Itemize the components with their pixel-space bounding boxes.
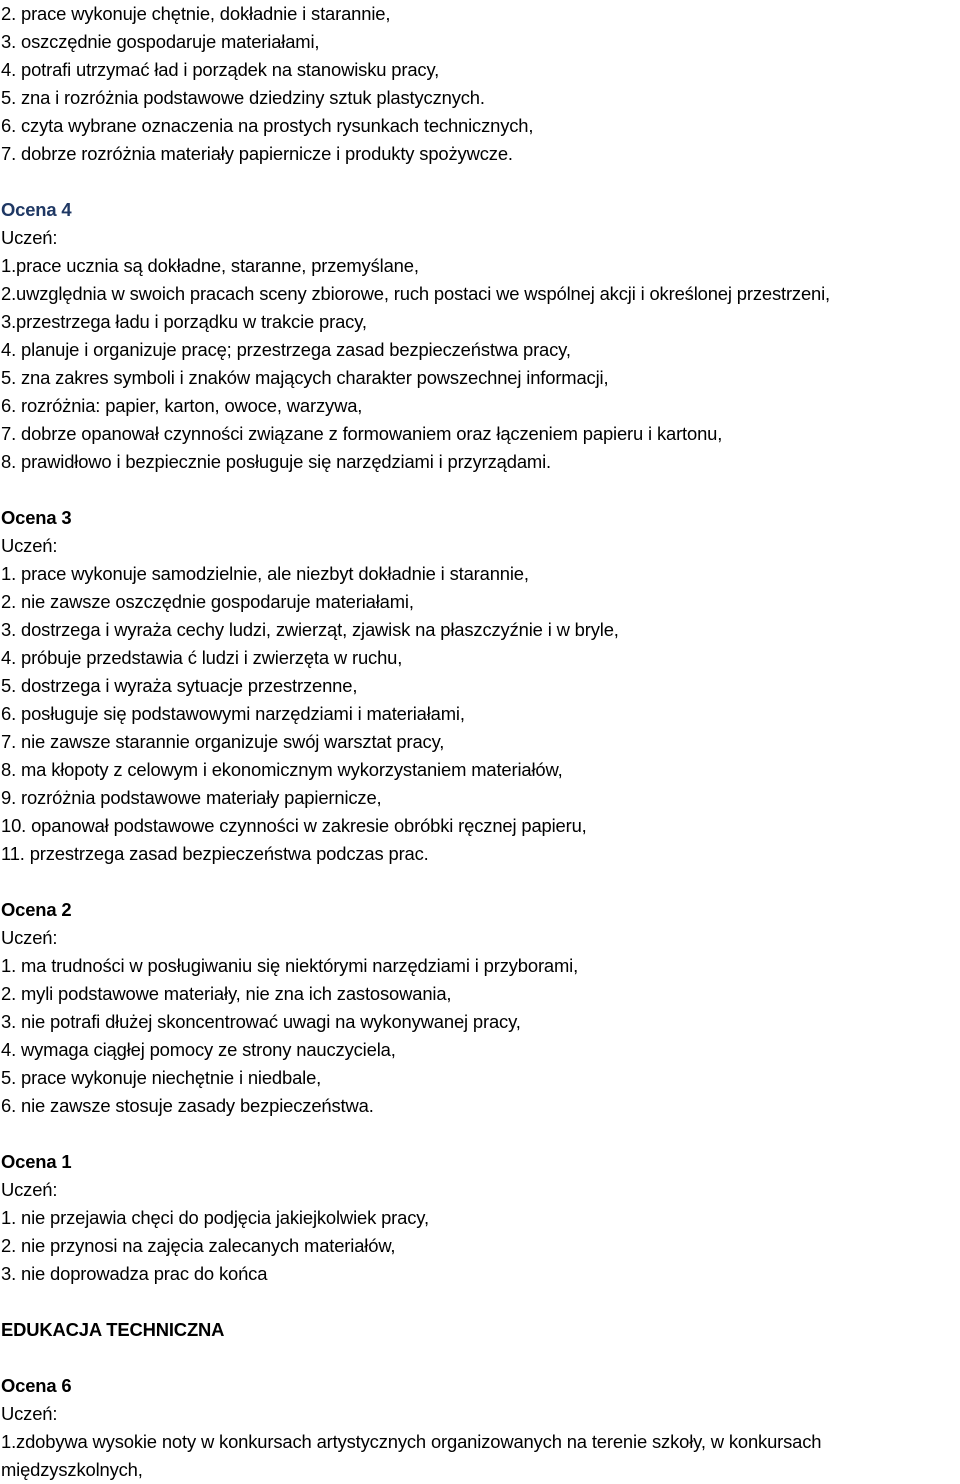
list-item: 6. nie zawsze stosuje zasady bezpieczeństwa.: [1, 1095, 374, 1116]
list-item: 1. prace wykonuje samodzielnie, ale niezbyt dokładnie i starannie,: [1, 563, 529, 584]
list-item: 8. prawidłowo i bezpiecznie posługuje się narzędziami i przyrządami.: [1, 451, 551, 472]
section-label: Uczeń:: [1, 1179, 58, 1200]
list-item: 5. dostrzega i wyraża sytuacje przestrzenne,: [1, 675, 358, 696]
list-item: 3. nie doprowadza prac do końca: [1, 1263, 268, 1284]
list-item: 6. posługuje się podstawowymi narzędziami i materiałami,: [1, 703, 465, 724]
list-item: 1. nie przejawia chęci do podjęcia jakiejkolwiek pracy,: [1, 1207, 429, 1228]
list-item: 9. rozróżnia podstawowe materiały papiernicze,: [1, 787, 382, 808]
section-label: Uczeń:: [1, 1403, 58, 1424]
list-item-continuation: międzyszkolnych,: [1, 1459, 143, 1480]
top-list: [1, 0, 960, 168]
section-ocena-6: [1, 1372, 960, 1484]
list-item: 5. zna zakres symboli i znaków mających charakter powszechnej informacji,: [1, 367, 609, 388]
section-ocena-2: [1, 896, 960, 1120]
list-item: 4. wymaga ciągłej pomocy ze strony nauczyciela,: [1, 1039, 396, 1060]
list-item: 1. ma trudności w posługiwaniu się niektórymi narzędziami i przyborami,: [1, 955, 579, 976]
list-item: 7. dobrze rozróżnia materiały papiernicze i produkty spożywcze.: [1, 143, 513, 164]
list-item: 2.uwzględnia w swoich pracach sceny zbiorowe, ruch postaci we wspólnej akcji i określonej przestrzeni,: [1, 283, 831, 304]
section-label: Uczeń:: [1, 927, 58, 948]
subject-heading: EDUKACJA TECHNICZNA: [1, 1319, 225, 1340]
list-item: 3. nie potrafi dłużej skoncentrować uwagi na wykonywanej pracy,: [1, 1011, 521, 1032]
list-item: 11. przestrzega zasad bezpieczeństwa podczas prac.: [1, 843, 429, 864]
list-item: 3.przestrzega ładu i porządku w trakcie pracy,: [1, 311, 367, 332]
list-item: 3. dostrzega i wyraża cechy ludzi, zwierząt, zjawisk na płaszczyźnie i w bryle,: [1, 619, 619, 640]
list-item: 2. nie zawsze oszczędnie gospodaruje materiałami,: [1, 591, 414, 612]
list-item: 2. myli podstawowe materiały, nie zna ich zastosowania,: [1, 983, 452, 1004]
list-item: 4. planuje i organizuje pracę; przestrzega zasad bezpieczeństwa pracy,: [1, 339, 571, 360]
spacer: [1, 476, 960, 504]
list-item: 1.prace ucznia są dokładne, staranne, przemyślane,: [1, 255, 419, 276]
list-item: 6. czyta wybrane oznaczenia na prostych rysunkach technicznych,: [1, 115, 534, 136]
section-label: Uczeń:: [1, 227, 58, 248]
spacer: [1, 868, 960, 896]
list-item: 2. nie przynosi na zajęcia zalecanych materiałów,: [1, 1235, 396, 1256]
section-ocena-3: [1, 504, 960, 868]
section-ocena-4: [1, 196, 960, 476]
spacer: [1, 1120, 960, 1148]
list-item: 4. próbuje przedstawia ć ludzi i zwierzęta w ruchu,: [1, 647, 403, 668]
list-item: 2. prace wykonuje chętnie, dokładnie i starannie,: [1, 3, 391, 24]
list-item: 5. zna i rozróżnia podstawowe dziedziny sztuk plastycznych.: [1, 87, 485, 108]
section-ocena-1: [1, 1148, 960, 1288]
spacer: [1, 1288, 960, 1316]
section-title: Ocena 3: [1, 507, 72, 528]
spacer: [1, 1344, 960, 1372]
section-title: Ocena 6: [1, 1375, 72, 1396]
list-item: 8. ma kłopoty z celowym i ekonomicznym wykorzystaniem materiałów,: [1, 759, 563, 780]
list-item: 3. oszczędnie gospodaruje materiałami,: [1, 31, 320, 52]
list-item: 6. rozróżnia: papier, karton, owoce, warzywa,: [1, 395, 363, 416]
section-title: Ocena 2: [1, 899, 72, 920]
list-item: 10. opanował podstawowe czynności w zakresie obróbki ręcznej papieru,: [1, 815, 587, 836]
spacer: [1, 168, 960, 196]
section-title: Ocena 4: [1, 199, 72, 220]
list-item: 4. potrafi utrzymać ład i porządek na stanowisku pracy,: [1, 59, 440, 80]
section-label: Uczeń:: [1, 535, 58, 556]
list-item: 5. prace wykonuje niechętnie i niedbale,: [1, 1067, 322, 1088]
list-item: 7. dobrze opanował czynności związane z formowaniem oraz łączeniem papieru i kartonu,: [1, 423, 723, 444]
list-item: 1.zdobywa wysokie noty w konkursach artystycznych organizowanych na terenie szkoły, w konkursach: [1, 1431, 822, 1452]
section-title: Ocena 1: [1, 1151, 72, 1172]
list-item: 7. nie zawsze starannie organizuje swój warsztat pracy,: [1, 731, 445, 752]
